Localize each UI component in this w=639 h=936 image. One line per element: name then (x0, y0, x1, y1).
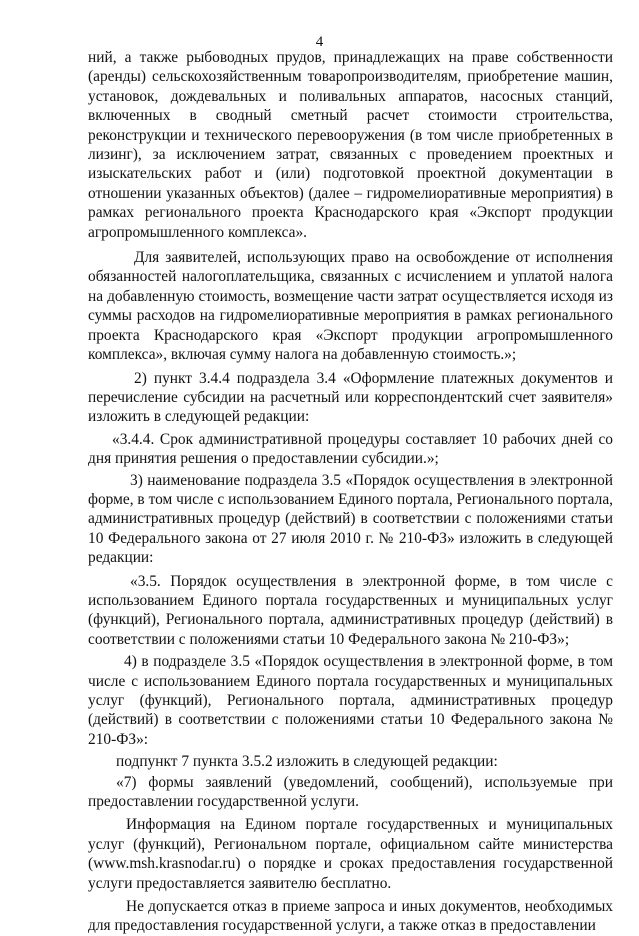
page-number: 4 (315, 34, 324, 50)
paragraph-3-4-4: «3.4.4. Срок административной процедуры составляет 10 рабочих дней со дня принятия решения о предоставлении субсидии.»; (88, 430, 613, 468)
paragraph-item-4: 4) в подразделе 3.5 «Порядок осуществления в электронной форме, в том числе с использованием Единого портала государственных и муниципальных услуг (функций), Регионального портала, административных процедур (действий) в соответствии с положениями статьи 10 Федерального закона № 210-ФЗ»: (88, 653, 613, 748)
paragraph-continuation: ний, а также рыбоводных прудов, принадлежащих на праве собственности (аренды) сельскохозяйственным товаропроизводителям, приобретение машин, установок, дождевальных и поливальных аппаратов, насосных станций, включенных в сводный сметный расчет стоимости строительства, реконструкции и технического перевооружения (в том числе приобретенных в лизинг), за исключением затрат, связанных с проведением проектных и изыскательских работ и (или) подготовкой проектной документации в отношении указанных объектов) (далее – гидромелиоративные мероприятия) в рамках регионального проекта Краснодарского края «Экспорт продукции агропромышленного комплекса». (88, 49, 613, 241)
paragraph-vat-exemption: Для заявителей, использующих право на освобождение от исполнения обязанностей налогоплательщика, связанных с исчислением и уплатой налога на добавленную стоимость, возмещение части затрат осуществляется исходя из суммы расходов на гидромелиоративные мероприятия в рамках регионального проекта Краснодарского края «Экспорт продукции агропромышленного комплекса», включая сумму налога на добавленную стоимость.»; (88, 249, 613, 364)
document-body (88, 48, 613, 936)
paragraph-forms: «7) формы заявлений (уведомлений, сообщений), используемые при предоставлении государственной услуги. (88, 773, 613, 811)
paragraph-item-2: 2) пункт 3.4.4 подраздела 3.4 «Оформление платежных документов и перечисление субсидии на расчетный или корреспондентский счет заявителя» изложить в следующей редакции: (88, 369, 613, 426)
paragraph-item-3: 3) наименование подраздела 3.5 «Порядок осуществления в электронной форме, в том числе с использованием Единого портала, Регионального портала, административных процедур (действий) в соответствии с положениями статьи 10 Федерального закона от 27 июля 2010 г. № 210-ФЗ» изложить в следующей редакции: (88, 471, 613, 567)
paragraph-3-5-title: «3.5. Порядок осуществления в электронной форме, в том числе с использованием Единого портала государственных и муниципальных услуг (функций), Регионального портала, административных процедур (действий) в соответствии с положениями статьи 10 Федерального закона № 210-ФЗ»; (88, 572, 613, 648)
paragraph-subitem-7: подпункт 7 пункта 3.5.2 изложить в следующей редакции: (116, 753, 498, 771)
paragraph-information: Информация на Едином портале государственных и муниципальных услуг (функций), Региональном портале, официальном сайте министерства (www.msh.krasnodar.ru) о порядке и сроках предоставления государственной услуги предоставляется заявителю бесплатно. (88, 816, 613, 892)
paragraph-refusal: Не допускается отказ в приеме запроса и иных документов, необходимых для предоставления государственной услуги, а также отказ в предоставлении (88, 898, 613, 935)
